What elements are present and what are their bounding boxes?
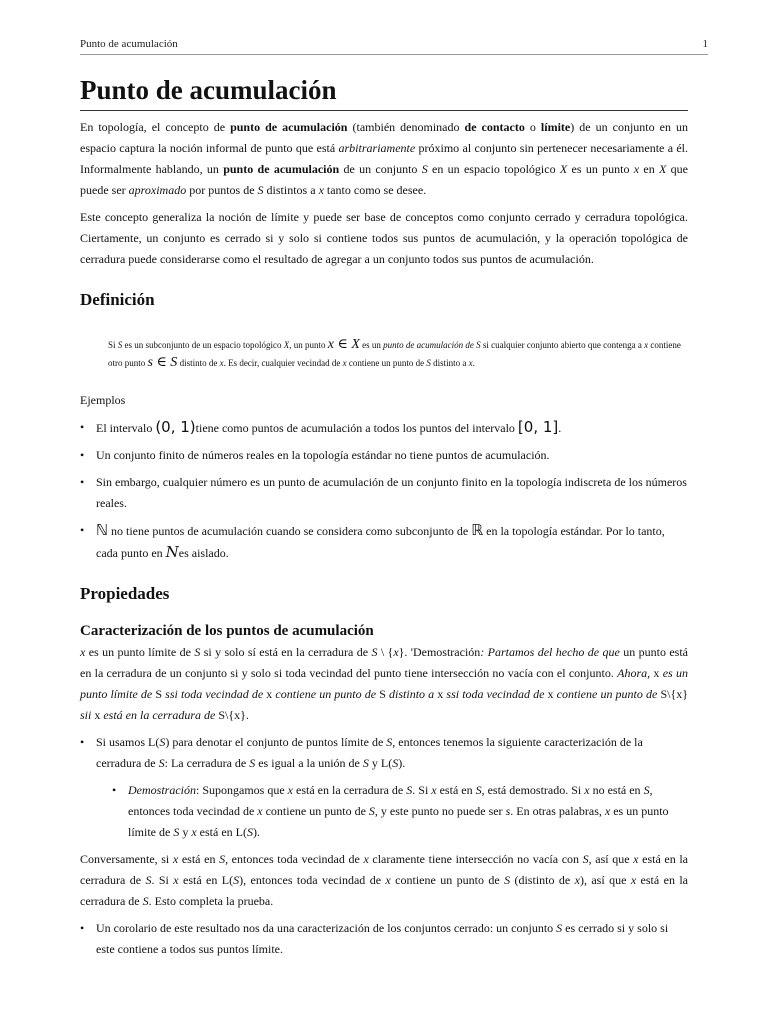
section-heading-definicion: Definición [80,290,155,310]
corollary-list [80,918,688,960]
definition-block: Si S es un subconjunto de un espacio topológico X, un punto x ∈ X es un punto de acumulación de S si cualquier conjunto abierto que contenga a x contiene otro punto s ∈ S distinto de x. Es decir, cualquier vecindad de x contiene un punto de S distinto a x. [108,337,681,371]
nested-list [112,780,688,843]
list-item: • Sin embargo, cualquier número es un punto de acumulación de un conjunto finito en la topología indiscreta de los números reales. [80,472,688,514]
examples-label: Ejemplos [80,393,126,408]
list-item: • Un conjunto finito de números reales en la topología estándar no tiene puntos de acumulación. [80,445,688,466]
properties-list [80,732,688,843]
properties-paragraph-1: x es un punto límite de S si y solo sí está en la cerradura de S \ {x}. 'Demostración: Partamos del hecho de que un punto está en la cerradura de un conjunto si y solo si toda vecindad del punto tiene intersección no vacía con el conjunto. Ahora, x es un punto límite de S ssi toda vecindad de x contiene un punto de S distinto a x ssi toda vecindad de x contiene un punto de S\{x} sii x está en la cerradura de S\{x}. [80,645,689,723]
list-item: • ℕ no tiene puntos de acumulación cuando se considera como subconjunto de ℝ en la topología estándar. Por lo tanto, cada punto en Nes aislado. [80,520,688,564]
properties-paragraph-2: Conversamente, si x está en S, entonces toda vecindad de x claramente tiene intersección no vacía con S, así que x está en la cerradura de S. Si x está en L(S), entonces toda vecindad de x contiene un punto de S (distinto de x), así que x está en la cerradura de S. Esto completa la prueba. [80,852,689,909]
math-closed-interval: [0, 1] [517,418,559,437]
page-number: 1 [702,38,708,50]
list-item: • Un corolario de este resultado nos da una caracterización de los conjuntos cerrado: un conjunto S es cerrado si y solo si este contiene a todos sus puntos límite. [80,918,688,960]
math-naturals: ℕ [96,521,109,540]
list-item: • Si usamos L(S) para denotar el conjunto de puntos límite de S, entonces tenemos la siguiente caracterización de la cerradura de S: La cerradura de S es igual a la unión de S y L(S). • Demostración: Supongamos que x está en la cerradura de S. Si x está en S, está demostrado. Si x no está en S, entonces toda vecindad de x contiene un punto de S, y este punto no puede ser s. En otras palabras, x es un punto límite de S y x está en L(S). [80,732,688,843]
page-title: Punto de acumulación [80,74,688,111]
math-N: N [165,543,179,562]
math-open-interval: (0, 1) [155,418,196,437]
intro-paragraph-1: En topología, el concepto de punto de acumulación (también denominado de contacto o límite) de un conjunto en un espacio captura la noción informal de punto que está arbitrariamente próximo al conjunto sin pertenecer necesariamente a él. Informalmente hablando, un punto de acumulación de un conjunto S en un espacio topológico X es un punto x en X que puede ser aproximado por puntos de S distintos a x tanto como se desee. [80,120,689,198]
list-item: • Demostración: Supongamos que x está en la cerradura de S. Si x está en S, está demostrado. Si x no está en S, entonces toda vecindad de x contiene un punto de S, y este punto no puede ser s. En otras palabras, x es un punto límite de S y x está en L(S). [112,780,688,843]
math-reals: ℝ [471,521,484,540]
article-content [80,74,688,960]
section-heading-propiedades: Propiedades [80,584,170,604]
examples-list [80,417,688,564]
math-x-in-X: x ∈ X [327,337,360,353]
header-title: Punto de acumulación [80,38,178,50]
intro-paragraph-2: Este concepto generaliza la noción de límite y puede ser base de conceptos como conjunto cerrado y cerradura topológica. Ciertamente, un conjunto es cerrado si y solo si contiene todos sus puntos de acumulación, y la operación topológica de cerradura puede considerarse como el resultado de agregar a un conjunto todos sus puntos de acumulación. [80,210,688,267]
math-s-in-S: s ∈ S [147,355,178,371]
subsection-heading: Caracterización de los puntos de acumulación [80,623,374,640]
list-item: • El intervalo (0, 1)tiene como puntos de acumulación a todos los puntos del intervalo [0, 1]. [80,417,688,439]
page-header [80,38,708,55]
